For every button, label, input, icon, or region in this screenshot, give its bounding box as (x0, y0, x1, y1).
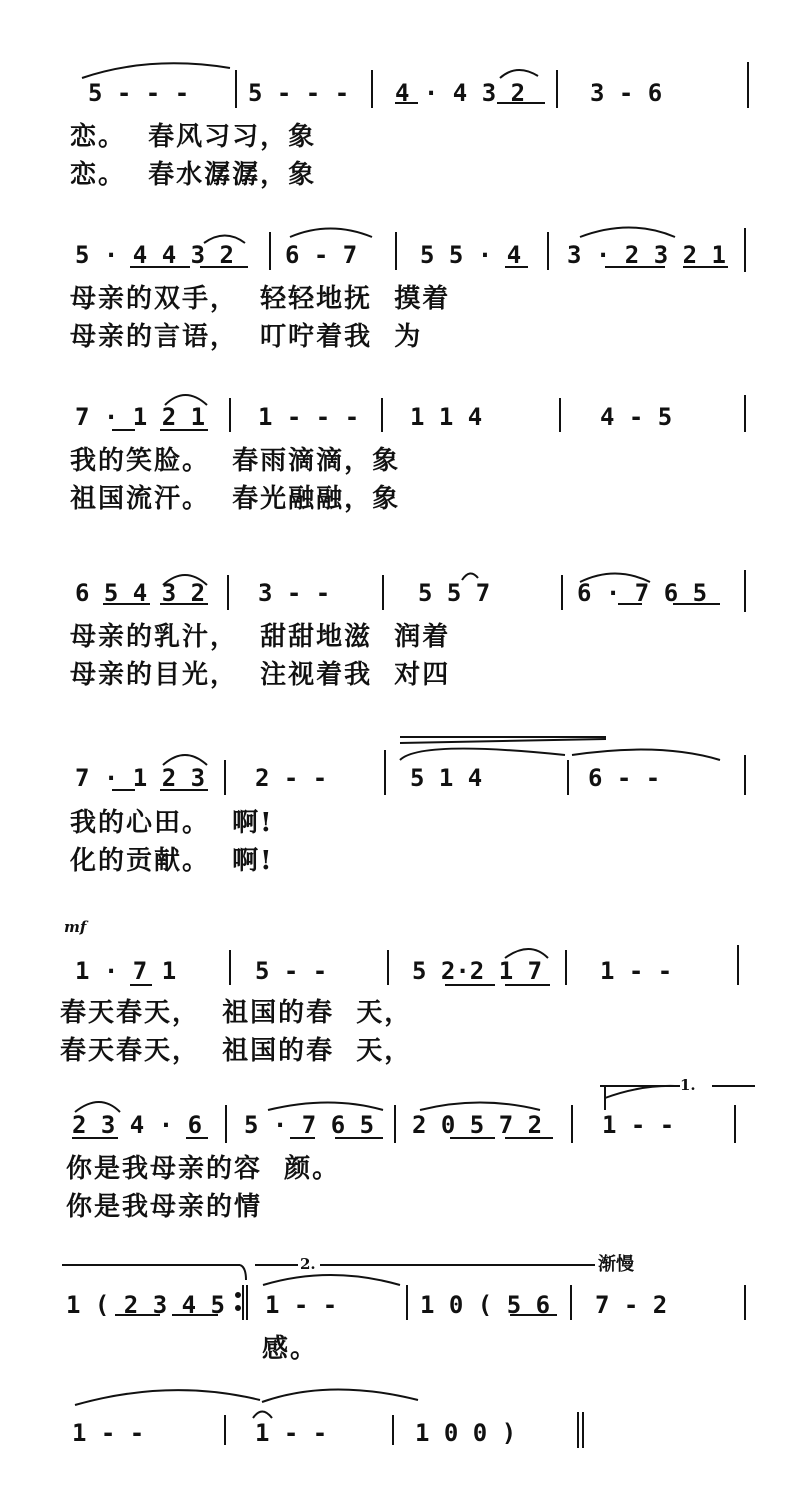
measure-3-1: 7 · 1 2 1 (75, 403, 206, 431)
measure-6-1: 1 · 7 1 (75, 957, 177, 985)
measure-3-3: 1 1 4 (410, 403, 483, 431)
measure-7-3: 2 0 5 7 2 (412, 1111, 543, 1139)
lyric-4-verse-1: 母亲的乳汁， 甜甜地滋 润着 (70, 622, 451, 652)
lyric-1-verse-1: 恋。 春风习习，象 (70, 122, 317, 152)
measure-4-4: 6 · 7 6 5 (577, 579, 708, 607)
measure-2-3: 5 5 · 4 (420, 241, 522, 269)
lyric-1-verse-2: 恋。 春水潺潺，象 (70, 160, 317, 190)
measure-2-2: 6 - 7 (285, 241, 358, 269)
measure-2-4: 3 · 2 3 2 1 (567, 241, 726, 269)
lyric-2-verse-1: 母亲的双手， 轻轻地抚 摸着 (70, 284, 451, 314)
measure-6-3: 5 2·2 1 7 (412, 957, 543, 985)
dynamic-mark: mf (64, 918, 87, 936)
measure-4-1: 6 5 4 3 2 (75, 579, 206, 607)
measure-7-4: 1 - - (602, 1111, 675, 1139)
lyric-4-verse-2: 母亲的目光， 注视着我 对四 (70, 660, 451, 690)
lyric-8-verse-1: 感。 (262, 1334, 319, 1364)
lyric-2-verse-2: 母亲的言语， 叮咛着我 为 (70, 322, 423, 352)
lyric-5-verse-1: 我的心田。 啊! (70, 808, 274, 838)
measure-1-3: 4 · 4 3 2 (395, 79, 526, 107)
measure-5-4: 6 - - (588, 764, 661, 792)
measure-5-2: 2 - - (255, 764, 328, 792)
measure-8-4: 7 - 2 (595, 1291, 668, 1319)
measure-1-2: 5 - - - (248, 79, 350, 107)
lyric-3-verse-2: 祖国流汗。 春光融融，象 (70, 484, 401, 514)
lyric-6-verse-2: 春天春天， 祖国的春 天， (60, 1036, 413, 1066)
measure-5-1: 7 · 1 2 3 (75, 764, 206, 792)
measure-1-1: 5 - - - (88, 79, 190, 107)
measure-9-2: 1 - - (255, 1419, 328, 1447)
measure-6-2: 5 - - (255, 957, 328, 985)
lyric-7-verse-1: 你是我母亲的容 颜。 (66, 1154, 341, 1184)
measure-8-3: 1 0 ( 5 6 (420, 1291, 551, 1319)
measure-2-1: 5 · 4 4 3 2 (75, 241, 234, 269)
measure-6-4: 1 - - (600, 957, 673, 985)
measure-7-2: 5 · 7 6 5 (244, 1111, 375, 1139)
measure-3-2: 1 - - - (258, 403, 360, 431)
measure-4-2: 3 - - (258, 579, 331, 607)
lyric-6-verse-1: 春天春天， 祖国的春 天， (60, 998, 413, 1028)
measure-4-3: 5 5 7 (418, 579, 491, 607)
measure-9-1: 1 - - (72, 1419, 145, 1447)
tempo-mark: 渐慢 (598, 1254, 634, 1275)
measure-8-1: 1 ( 2 3 4 5 (66, 1291, 225, 1319)
measure-1-4: 3 - 6 (590, 79, 663, 107)
lyric-3-verse-1: 我的笑脸。 春雨滴滴，象 (70, 446, 401, 476)
lyric-5-verse-2: 化的贡献。 啊! (70, 846, 274, 876)
volta-2-label: 2. (300, 1255, 316, 1273)
measure-5-3: 5 1 4 (410, 764, 483, 792)
measure-7-1: 2 3 4 · 6 (72, 1111, 203, 1139)
measure-9-3: 1 0 0 ) (415, 1419, 517, 1447)
measure-3-4: 4 - 5 (600, 403, 673, 431)
lyric-7-verse-2: 你是我母亲的情 (66, 1192, 263, 1222)
volta-1-label: 1. (680, 1076, 696, 1094)
measure-8-2: 1 - - (265, 1291, 338, 1319)
